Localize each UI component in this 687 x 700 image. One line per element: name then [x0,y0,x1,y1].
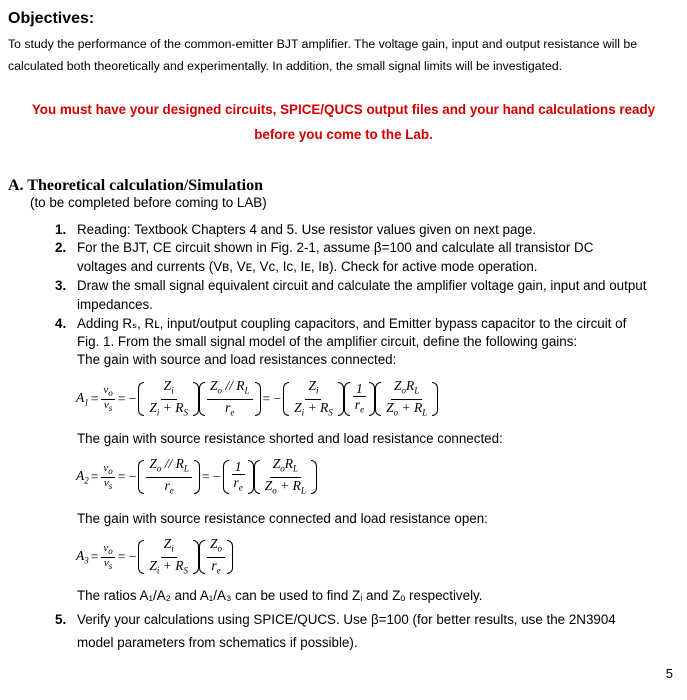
objectives-line-2: calculated both theoretically and experimentally. In addition, the small signal limits will be investigated. [8,59,563,73]
item-text: Verify your calculations using SPICE/QUCS. Use β=100 (for better results, use the 2N3904 [77,612,616,627]
equation-a3: $A_3$ = $\frac{v_o}{v_s}$ = − $Z_i$ $Z_i + R_S$ $Z_o$ $r_e$ [76,536,233,578]
section-subtitle: (to be completed before coming to LAB) [30,195,267,210]
section-title: A. Theoretical calculation/Simulation [8,177,263,194]
warning-line-1: You must have your designed circuits, SPICE/QUCS output files and your hand calculations ready [31,102,656,117]
item-text: Draw the small signal equivalent circuit and calculate the amplifier voltage gain, input and output [77,278,647,293]
item-text: Reading: Textbook Chapters 4 and 5. Use resistor values given on next page. [77,222,537,237]
item-number: 2. [55,240,67,255]
objectives-line-1: To study the performance of the common-emitter BJT amplifier. The voltage gain, input and output resistance will be [8,37,638,51]
item-number: 3. [55,278,67,293]
equation-a1: $A_1$ = $\frac{v_o}{v_s}$ = − $Z_i$ $Z_i + R_S$ $Z_o // R_L$ $r_e$ = − $Z_i$ $Z_i + R_S$ 1 $r_e$ $Z_oR_L$ $Z_o + R_L$ [76,378,438,420]
item-text: impedances. [77,297,153,312]
gain-text-3: The gain with source resistance connected and load resistance open: [77,511,488,526]
gain-text-2: The gain with source resistance shorted and load resistance connected: [77,431,503,446]
item-text: Adding Rₛ, Rʟ, input/output coupling capacitors, and Emitter bypass capacitor to the circuit of [77,316,627,331]
ratios-text: The ratios A₁/A₂ and A₁/A₃ can be used to find Zᵢ and Zₒ respectively. [77,588,483,603]
page-number: 5 [665,666,673,681]
item-number: 1. [55,222,67,237]
item-text: For the BJT, CE circuit shown in Fig. 2-1, assume β=100 and calculate all transistor DC [77,240,594,255]
item-number: 5. [55,612,67,627]
warning-line-2: before you come to the Lab. [254,127,433,142]
item-text: voltages and currents (Vʙ, Vᴇ, Vᴄ, Iᴄ, Iᴇ, Iʙ). Check for active mode operation. [77,259,538,274]
item-text: The gain with source and load resistances connected: [77,352,397,367]
objectives-heading: Objectives: [8,10,95,27]
equation-a2: $A_2$ = $\frac{v_o}{v_s}$ = − $Z_o // R_L$ $r_e$ = − 1 $r_e$ $Z_oR_L$ $Z_o + R_L$ [76,456,317,498]
item-text: Fig. 1. From the small signal model of the amplifier circuit, define the following gains: [77,334,578,349]
item-text: model parameters from schematics if possible). [77,635,358,650]
item-number: 4. [55,316,67,331]
